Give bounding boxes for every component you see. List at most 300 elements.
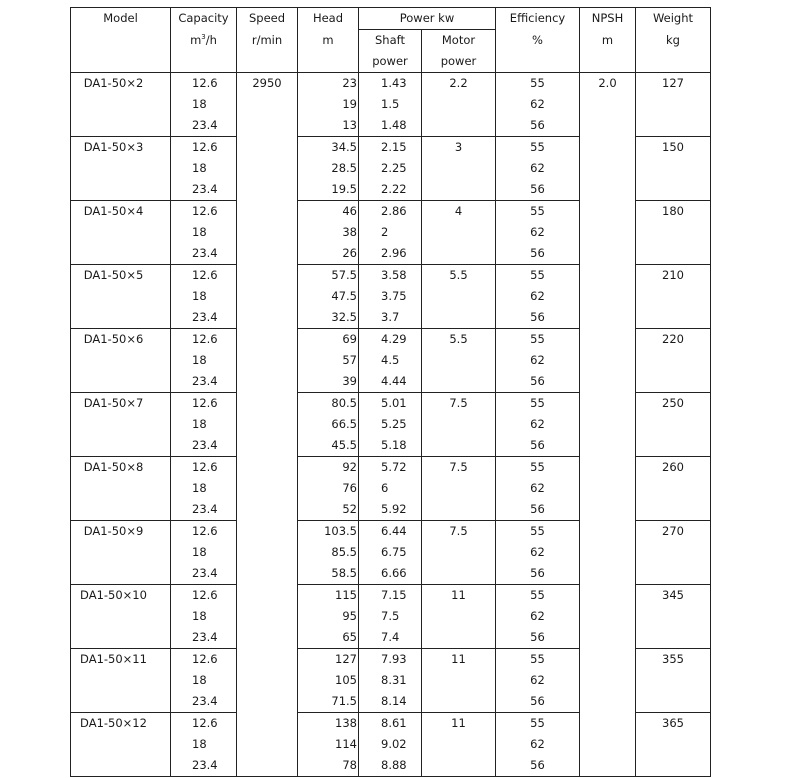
weight-cell	[636, 478, 711, 499]
head-cell: 28.5	[298, 158, 359, 179]
weight-cell: 355	[636, 649, 711, 671]
table-row	[71, 585, 711, 607]
capacity-cell: 18	[171, 606, 237, 627]
shaft-power-cell: 7.15	[359, 585, 422, 607]
efficiency-cell: 62	[496, 606, 580, 627]
weight-cell	[636, 755, 711, 777]
model-cell	[71, 371, 171, 393]
pump-spec-table	[70, 7, 711, 777]
model-cell	[71, 414, 171, 435]
shaft-power-cell: 8.14	[359, 691, 422, 713]
weight-cell	[636, 286, 711, 307]
capacity-cell: 23.4	[171, 563, 237, 585]
weight-cell	[636, 115, 711, 137]
speed-cell	[237, 585, 298, 607]
head-cell: 47.5	[298, 286, 359, 307]
table-row	[71, 734, 711, 755]
head-cell: 19.5	[298, 179, 359, 201]
speed-cell	[237, 606, 298, 627]
motor-power-cell	[422, 222, 496, 243]
capacity-cell: 18	[171, 670, 237, 691]
weight-cell: 260	[636, 457, 711, 479]
speed-cell	[237, 542, 298, 563]
head-cell: 52	[298, 499, 359, 521]
motor-power-cell: 11	[422, 585, 496, 607]
header-blank	[171, 51, 237, 73]
weight-cell: 210	[636, 265, 711, 287]
header-blank	[636, 51, 711, 73]
motor-power-cell	[422, 542, 496, 563]
weight-cell	[636, 670, 711, 691]
header-blank	[237, 51, 298, 73]
efficiency-cell: 62	[496, 158, 580, 179]
speed-cell	[237, 243, 298, 265]
model-cell	[71, 307, 171, 329]
table-row	[71, 307, 711, 329]
motor-power-cell: 5.5	[422, 265, 496, 287]
motor-power-cell	[422, 307, 496, 329]
model-cell: DA1-50×8	[71, 457, 171, 479]
npsh-cell	[580, 563, 636, 585]
head-cell: 76	[298, 478, 359, 499]
capacity-cell: 18	[171, 222, 237, 243]
header-npsh: NPSH	[580, 8, 636, 30]
model-cell: DA1-50×4	[71, 201, 171, 223]
npsh-cell	[580, 137, 636, 159]
motor-power-cell	[422, 499, 496, 521]
table-row	[71, 265, 711, 287]
motor-power-cell	[422, 606, 496, 627]
table-row	[71, 158, 711, 179]
efficiency-cell: 55	[496, 585, 580, 607]
shaft-power-cell: 1.43	[359, 73, 422, 95]
capacity-cell: 18	[171, 414, 237, 435]
speed-cell	[237, 563, 298, 585]
shaft-power-cell: 5.25	[359, 414, 422, 435]
motor-power-cell	[422, 563, 496, 585]
efficiency-cell: 56	[496, 179, 580, 201]
shaft-power-cell: 6.44	[359, 521, 422, 543]
motor-power-cell: 2.2	[422, 73, 496, 95]
capacity-cell: 12.6	[171, 585, 237, 607]
head-cell: 19	[298, 94, 359, 115]
header-speed: Speed	[237, 8, 298, 30]
header-weight: Weight	[636, 8, 711, 30]
header-capacity-unit: $m^3/h$	[171, 30, 237, 52]
efficiency-cell: 55	[496, 649, 580, 671]
shaft-power-cell: 2.25	[359, 158, 422, 179]
efficiency-cell: 62	[496, 414, 580, 435]
speed-cell	[237, 649, 298, 671]
motor-power-cell	[422, 94, 496, 115]
capacity-cell: 23.4	[171, 691, 237, 713]
speed-cell	[237, 158, 298, 179]
npsh-cell	[580, 94, 636, 115]
speed-cell	[237, 371, 298, 393]
weight-cell	[636, 499, 711, 521]
head-cell: 103.5	[298, 521, 359, 543]
shaft-power-cell: 5.01	[359, 393, 422, 415]
table-row	[71, 73, 711, 95]
npsh-cell	[580, 649, 636, 671]
weight-cell	[636, 179, 711, 201]
speed-cell	[237, 670, 298, 691]
npsh-cell	[580, 179, 636, 201]
npsh-cell	[580, 115, 636, 137]
shaft-power-cell: 3.7	[359, 307, 422, 329]
speed-cell	[237, 499, 298, 521]
efficiency-cell: 62	[496, 286, 580, 307]
model-cell	[71, 115, 171, 137]
model-cell	[71, 606, 171, 627]
head-cell: 80.5	[298, 393, 359, 415]
model-cell	[71, 158, 171, 179]
shaft-power-cell: 4.29	[359, 329, 422, 351]
npsh-cell	[580, 542, 636, 563]
npsh-cell	[580, 734, 636, 755]
speed-cell: 2950	[237, 73, 298, 95]
weight-cell: 270	[636, 521, 711, 543]
efficiency-cell: 55	[496, 137, 580, 159]
motor-power-cell	[422, 243, 496, 265]
speed-cell	[237, 521, 298, 543]
header-shaft-power-line2: power	[359, 51, 422, 73]
weight-cell	[636, 691, 711, 713]
capacity-cell: 12.6	[171, 265, 237, 287]
efficiency-cell: 62	[496, 94, 580, 115]
efficiency-cell: 62	[496, 670, 580, 691]
speed-cell	[237, 265, 298, 287]
head-cell: 95	[298, 606, 359, 627]
capacity-cell: 18	[171, 286, 237, 307]
npsh-cell	[580, 670, 636, 691]
shaft-power-cell: 8.61	[359, 713, 422, 735]
table-row	[71, 691, 711, 713]
capacity-cell: 12.6	[171, 201, 237, 223]
speed-cell	[237, 94, 298, 115]
model-cell	[71, 755, 171, 777]
capacity-cell: 12.6	[171, 393, 237, 415]
model-cell	[71, 179, 171, 201]
weight-cell	[636, 243, 711, 265]
weight-cell: 127	[636, 73, 711, 95]
shaft-power-cell: 4.44	[359, 371, 422, 393]
table-row	[71, 179, 711, 201]
model-cell	[71, 222, 171, 243]
head-cell: 114	[298, 734, 359, 755]
shaft-power-cell: 7.93	[359, 649, 422, 671]
npsh-cell	[580, 713, 636, 735]
motor-power-cell	[422, 115, 496, 137]
efficiency-cell: 55	[496, 329, 580, 351]
table-body	[71, 73, 711, 777]
table-row	[71, 115, 711, 137]
capacity-cell: 23.4	[171, 115, 237, 137]
head-cell: 138	[298, 713, 359, 735]
header-power: Power kw	[359, 8, 496, 30]
npsh-cell	[580, 478, 636, 499]
efficiency-cell: 62	[496, 542, 580, 563]
table-row	[71, 606, 711, 627]
npsh-cell	[580, 243, 636, 265]
table-row	[71, 94, 711, 115]
speed-cell	[237, 691, 298, 713]
header-weight-unit: kg	[636, 30, 711, 52]
npsh-cell: 2.0	[580, 73, 636, 95]
motor-power-cell	[422, 286, 496, 307]
efficiency-cell: 56	[496, 435, 580, 457]
capacity-cell: 12.6	[171, 649, 237, 671]
npsh-cell	[580, 457, 636, 479]
capacity-cell: 12.6	[171, 713, 237, 735]
capacity-cell: 18	[171, 542, 237, 563]
model-cell	[71, 94, 171, 115]
efficiency-cell: 55	[496, 201, 580, 223]
head-cell: 65	[298, 627, 359, 649]
model-cell	[71, 478, 171, 499]
weight-cell	[636, 627, 711, 649]
npsh-cell	[580, 627, 636, 649]
capacity-cell: 12.6	[171, 457, 237, 479]
header-model-blank	[71, 30, 171, 52]
motor-power-cell	[422, 627, 496, 649]
shaft-power-cell: 5.18	[359, 435, 422, 457]
shaft-power-cell: 5.92	[359, 499, 422, 521]
speed-cell	[237, 222, 298, 243]
header-efficiency-unit: %	[496, 30, 580, 52]
weight-cell	[636, 734, 711, 755]
head-cell: 57.5	[298, 265, 359, 287]
shaft-power-cell: 1.48	[359, 115, 422, 137]
capacity-cell: 18	[171, 158, 237, 179]
npsh-cell	[580, 521, 636, 543]
npsh-cell	[580, 158, 636, 179]
capacity-cell: 12.6	[171, 329, 237, 351]
npsh-cell	[580, 201, 636, 223]
capacity-cell: 12.6	[171, 73, 237, 95]
capacity-cell: 23.4	[171, 307, 237, 329]
table-row	[71, 371, 711, 393]
capacity-cell: 18	[171, 94, 237, 115]
npsh-cell	[580, 585, 636, 607]
shaft-power-cell: 7.5	[359, 606, 422, 627]
shaft-power-cell: 2.86	[359, 201, 422, 223]
efficiency-cell: 55	[496, 73, 580, 95]
model-cell: DA1-50×12	[71, 713, 171, 735]
table-row	[71, 201, 711, 223]
capacity-cell: 12.6	[171, 137, 237, 159]
efficiency-cell: 56	[496, 115, 580, 137]
npsh-cell	[580, 414, 636, 435]
weight-cell: 250	[636, 393, 711, 415]
shaft-power-cell: 7.4	[359, 627, 422, 649]
speed-cell	[237, 393, 298, 415]
model-cell: DA1-50×6	[71, 329, 171, 351]
head-cell: 45.5	[298, 435, 359, 457]
table-row	[71, 243, 711, 265]
table-row	[71, 478, 711, 499]
motor-power-cell	[422, 478, 496, 499]
efficiency-cell: 56	[496, 691, 580, 713]
shaft-power-cell: 9.02	[359, 734, 422, 755]
table-row	[71, 329, 711, 351]
motor-power-cell: 7.5	[422, 521, 496, 543]
speed-cell	[237, 755, 298, 777]
efficiency-cell: 62	[496, 350, 580, 371]
header-head: Head	[298, 8, 359, 30]
motor-power-cell	[422, 734, 496, 755]
weight-cell	[636, 94, 711, 115]
head-cell: 34.5	[298, 137, 359, 159]
speed-cell	[237, 329, 298, 351]
weight-cell	[636, 350, 711, 371]
head-cell: 115	[298, 585, 359, 607]
table-row	[71, 286, 711, 307]
header-capacity: Capacity	[171, 8, 237, 30]
capacity-cell: 23.4	[171, 627, 237, 649]
npsh-cell	[580, 435, 636, 457]
header-model: Model	[71, 8, 171, 30]
weight-cell	[636, 606, 711, 627]
header-blank	[580, 51, 636, 73]
table-row	[71, 713, 711, 735]
head-cell: 92	[298, 457, 359, 479]
npsh-cell	[580, 222, 636, 243]
model-cell	[71, 627, 171, 649]
efficiency-cell: 62	[496, 734, 580, 755]
table-row	[71, 649, 711, 671]
head-cell: 32.5	[298, 307, 359, 329]
head-cell: 13	[298, 115, 359, 137]
head-cell: 71.5	[298, 691, 359, 713]
shaft-power-cell: 2.15	[359, 137, 422, 159]
motor-power-cell	[422, 435, 496, 457]
header-head-unit: m	[298, 30, 359, 52]
motor-power-cell	[422, 414, 496, 435]
head-cell: 57	[298, 350, 359, 371]
npsh-cell	[580, 265, 636, 287]
speed-cell	[237, 286, 298, 307]
speed-cell	[237, 713, 298, 735]
header-motor-power-line2: power	[422, 51, 496, 73]
speed-cell	[237, 115, 298, 137]
model-cell	[71, 286, 171, 307]
speed-cell	[237, 307, 298, 329]
head-cell: 78	[298, 755, 359, 777]
speed-cell	[237, 179, 298, 201]
motor-power-cell	[422, 670, 496, 691]
weight-cell: 365	[636, 713, 711, 735]
model-cell: DA1-50×9	[71, 521, 171, 543]
head-cell: 85.5	[298, 542, 359, 563]
table-row	[71, 457, 711, 479]
head-cell: 66.5	[298, 414, 359, 435]
head-cell: 38	[298, 222, 359, 243]
model-cell	[71, 542, 171, 563]
motor-power-cell	[422, 158, 496, 179]
header-blank	[71, 51, 171, 73]
motor-power-cell	[422, 179, 496, 201]
speed-cell	[237, 414, 298, 435]
efficiency-cell: 56	[496, 499, 580, 521]
header-blank	[496, 51, 580, 73]
motor-power-cell	[422, 350, 496, 371]
efficiency-cell: 55	[496, 393, 580, 415]
efficiency-cell: 56	[496, 243, 580, 265]
efficiency-cell: 55	[496, 457, 580, 479]
shaft-power-cell: 4.5	[359, 350, 422, 371]
model-cell: DA1-50×10	[71, 585, 171, 607]
model-cell	[71, 670, 171, 691]
npsh-cell	[580, 329, 636, 351]
capacity-cell: 18	[171, 734, 237, 755]
header-motor-power-line1: Motor	[422, 30, 496, 52]
shaft-power-cell: 1.5	[359, 94, 422, 115]
shaft-power-cell: 6.66	[359, 563, 422, 585]
speed-cell	[237, 435, 298, 457]
table-row	[71, 755, 711, 777]
motor-power-cell: 3	[422, 137, 496, 159]
npsh-cell	[580, 393, 636, 415]
model-cell	[71, 691, 171, 713]
header-speed-unit: r/min	[237, 30, 298, 52]
head-cell: 46	[298, 201, 359, 223]
header-shaft-power-line1: Shaft	[359, 30, 422, 52]
weight-cell: 345	[636, 585, 711, 607]
speed-cell	[237, 627, 298, 649]
header-blank	[298, 51, 359, 73]
motor-power-cell: 4	[422, 201, 496, 223]
npsh-cell	[580, 691, 636, 713]
npsh-cell	[580, 286, 636, 307]
npsh-cell	[580, 307, 636, 329]
speed-cell	[237, 734, 298, 755]
motor-power-cell	[422, 691, 496, 713]
efficiency-cell: 55	[496, 713, 580, 735]
table-row	[71, 435, 711, 457]
efficiency-cell: 56	[496, 755, 580, 777]
efficiency-cell: 55	[496, 265, 580, 287]
model-cell	[71, 243, 171, 265]
capacity-cell: 23.4	[171, 179, 237, 201]
motor-power-cell: 11	[422, 649, 496, 671]
speed-cell	[237, 137, 298, 159]
model-cell	[71, 499, 171, 521]
npsh-cell	[580, 371, 636, 393]
model-cell: DA1-50×11	[71, 649, 171, 671]
capacity-cell: 23.4	[171, 243, 237, 265]
table-row	[71, 521, 711, 543]
head-cell: 23	[298, 73, 359, 95]
shaft-power-cell: 2.22	[359, 179, 422, 201]
shaft-power-cell: 3.58	[359, 265, 422, 287]
efficiency-cell: 62	[496, 222, 580, 243]
efficiency-cell: 56	[496, 563, 580, 585]
efficiency-cell: 62	[496, 478, 580, 499]
motor-power-cell: 11	[422, 713, 496, 735]
weight-cell	[636, 414, 711, 435]
weight-cell	[636, 158, 711, 179]
header-npsh-unit: m	[580, 30, 636, 52]
efficiency-cell: 56	[496, 627, 580, 649]
model-cell	[71, 435, 171, 457]
model-cell	[71, 734, 171, 755]
weight-cell: 180	[636, 201, 711, 223]
speed-cell	[237, 478, 298, 499]
speed-cell	[237, 457, 298, 479]
model-cell: DA1-50×2	[71, 73, 171, 95]
shaft-power-cell: 5.72	[359, 457, 422, 479]
